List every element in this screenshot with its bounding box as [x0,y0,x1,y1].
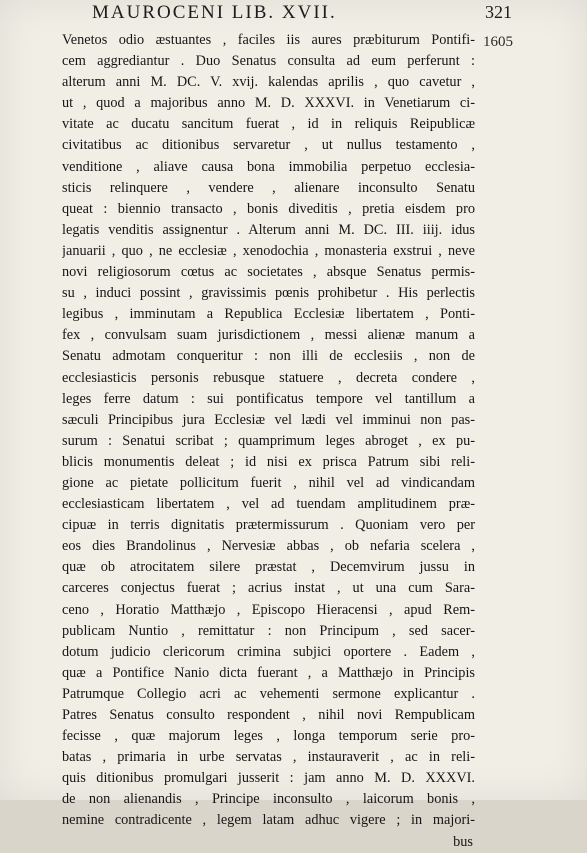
text-line: carceres conjectus fuerat ; acrius instat , ut una cum Sara- [62,580,475,597]
text-line: novi religiosorum cœtus ac societates , absque Senatus permis- [62,264,475,281]
text-line: civitatibus ac ditionibus servaretur , ut nullus testamento , [62,137,475,154]
text-line: legibus , imminutam a Republica Ecclesiæ libertatem , Ponti- [62,306,475,323]
text-line: batas , primaria in urbe servatas , instauraverit , ac in reli- [62,749,475,766]
text-line: dotum judicio clericorum crimina subjici oportere . Eadem , [62,643,475,660]
text-line: gione ac pietate pollicitum fuerit , nihil vel ad vindicandam [62,474,475,491]
text-line: ecclesiasticam libertatem , vel ad tuendam amplitudinem præ- [62,496,475,513]
text-line: surum : Senatui scribat ; quamprimum leges abroget , ex pu- [62,432,475,449]
text-line: ceno , Horatio Matthæjo , Episcopo Hieracensi , apud Rem- [62,601,475,618]
text-line: legatis venditis assignentur . Alterum anni M. DC. III. iiij. idus [62,221,475,238]
text-line: blicis monumentis deleat ; id nisi ex prisca Patrum sibi reli- [62,453,475,470]
text-line: sæculi Principibus jura Ecclesiæ vel lædi vel imminui non pas- [62,411,475,428]
text-line: cem aggrediantur . Duo Senatus consulta ad eum perferunt : [62,53,475,70]
text-line: nemine contradicente , legem latam adhuc vigere ; in majori- [62,812,475,829]
text-line: alterum anni M. DC. V. xvij. kalendas aprilis , quo cavetur , [62,74,475,91]
text-line: leges ferre datum : sui pontificatus tempore vel tantillum a [62,390,475,407]
text-line: januarii , quo , ne ecclesiæ , xenodochia , monasteria exstrui , neve [62,242,475,259]
page-number: 321 [485,2,512,22]
text-line: queat : biennio transacto , bonis diveditis , pretia eisdem pro [62,200,475,217]
text-line: Patres Senatus consulto respondent , nihil novi Rempublicam [62,707,475,723]
margin-year-note: 1605 [483,34,513,50]
text-line: Patrumque Collegio acri ac vehementi sermone explicantur . [62,685,475,702]
text-line: quæ ob atrocitatem silere præstat , Decemvirum jussu in [62,559,475,576]
catchword: bus [453,833,473,850]
text-line: su , induci possint , gravissimis pœnis prohibetur . His perlectis [62,285,475,302]
text-line: Senatu admotam conqueritur : non illi de ecclesiis , non de [62,348,475,365]
text-line: cipuæ in terris dignitatis prætermissurum . Quoniam vero per [62,517,475,534]
text-line: sticis relinquere , vendere , alienare inconsulto Senatu [62,179,475,196]
text-line: quis ditionibus promulgari jusserit : jam anno M. D. XXXVI. [62,770,475,787]
text-line: Venetos odio æstuantes , faciles iis aures præbiturum Pontifi- [62,32,475,48]
page-header [92,2,512,28]
text-line: ecclesiasticis personis rebusque statuere , decreta condere , [62,369,475,386]
text-line: publicam Nuntio , remittatur : non Principum , sed sacer- [62,622,475,639]
text-line: de non alienandis , Principe inconsulto , laicorum bonis , [62,791,475,808]
text-line: ut , quod a majoribus anno M. D. XXXVI. in Venetiarum ci- [62,95,475,112]
body-text [62,30,475,853]
text-line: fecisse , quæ majorum leges , longa temporum serie pro- [62,728,475,745]
text-line: vitate ac ducatu sancitum fuerat , id in reliquis Reipublicæ [62,116,475,133]
text-line: eos dies Brandolinus , Nervesiæ abbas , ob nefaria scelera , [62,538,475,555]
running-title: MAUROCENI LIB. XVII. [92,2,337,23]
text-line: quæ a Pontifice Nanio dicta fuerant , a Matthæjo in Principis [62,664,475,681]
text-line: fex , convulsam suam jurisdictionem , messi alienæ manum a [62,327,475,344]
text-line: venditione , aliave causa bona immobilia perpetuo ecclesia- [62,158,475,175]
